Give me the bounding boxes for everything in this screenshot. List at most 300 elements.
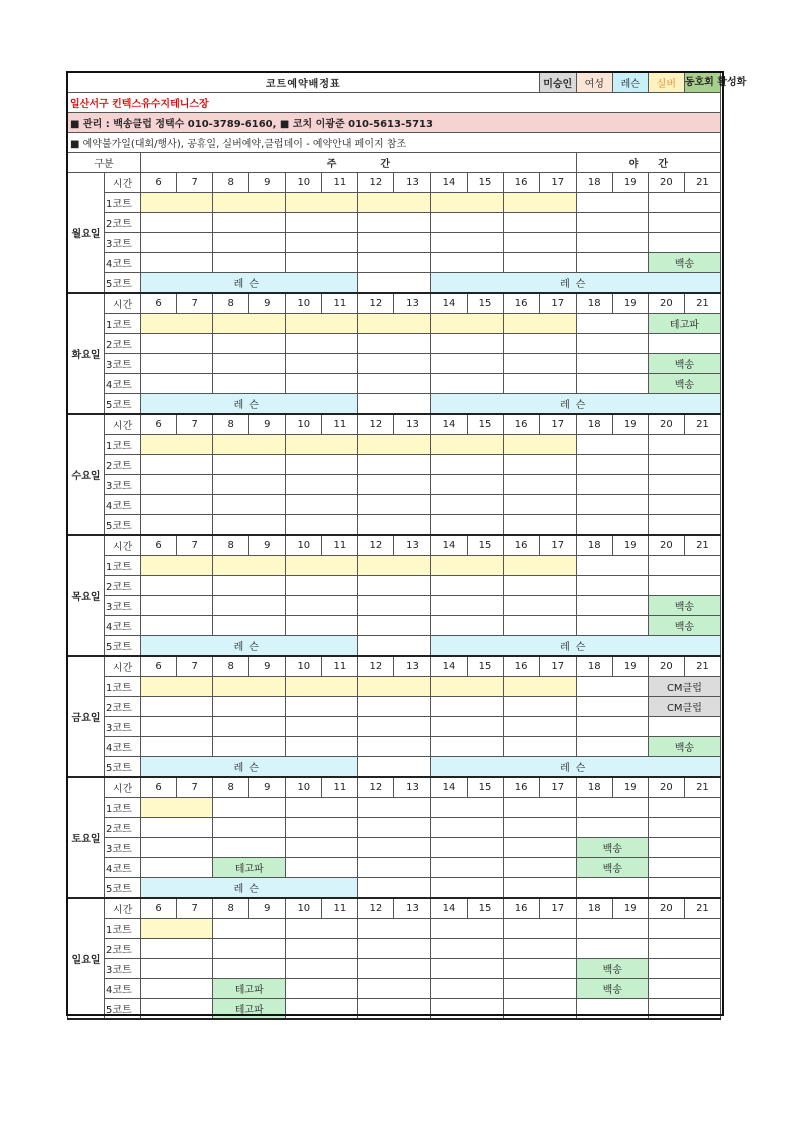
reservation-slot[interactable]: 레슨: [141, 757, 358, 778]
court-row: [68, 636, 721, 657]
time-slot[interactable]: [576, 576, 648, 596]
court-label: 2코트: [105, 697, 141, 717]
reservation-slot[interactable]: 테고파: [213, 999, 286, 1020]
time-slot[interactable]: [648, 979, 720, 999]
time-slot[interactable]: [141, 435, 213, 455]
time-slot[interactable]: [286, 435, 358, 455]
hour-label: 16: [503, 535, 539, 556]
time-slot[interactable]: [286, 818, 358, 838]
time-slot[interactable]: [141, 818, 213, 838]
time-slot[interactable]: [431, 818, 503, 838]
time-slot[interactable]: [286, 556, 358, 576]
time-slot[interactable]: [286, 798, 358, 818]
time-slot[interactable]: [576, 334, 648, 354]
court-label: 5코트: [105, 757, 141, 778]
time-slot[interactable]: [358, 233, 431, 253]
time-slot[interactable]: [576, 515, 648, 536]
time-slot[interactable]: [431, 838, 503, 858]
time-slot[interactable]: [503, 697, 576, 717]
time-slot[interactable]: [141, 717, 213, 737]
schedule-sheet: [67, 72, 747, 1020]
time-slot[interactable]: [213, 616, 286, 636]
time-slot[interactable]: [431, 959, 503, 979]
time-slot[interactable]: [358, 354, 431, 374]
time-slot[interactable]: [286, 959, 358, 979]
reservation-slot[interactable]: 백송: [576, 858, 648, 878]
time-slot[interactable]: [358, 596, 431, 616]
time-slot[interactable]: [503, 596, 576, 616]
reservation-slot[interactable]: 레슨: [431, 394, 721, 415]
time-slot[interactable]: [213, 717, 286, 737]
court-row: [68, 959, 721, 979]
time-slot[interactable]: [503, 435, 576, 455]
time-slot[interactable]: [648, 495, 720, 515]
time-slot[interactable]: [358, 919, 431, 939]
time-slot[interactable]: [576, 314, 648, 334]
court-label: 2코트: [105, 213, 141, 233]
court-row: [68, 374, 721, 394]
time-slot[interactable]: [431, 515, 503, 536]
time-slot[interactable]: [503, 253, 576, 273]
time-slot[interactable]: [358, 273, 431, 294]
time-slot[interactable]: [503, 193, 576, 213]
time-slot[interactable]: [286, 576, 358, 596]
time-slot[interactable]: [141, 737, 213, 757]
reservation-slot[interactable]: 레슨: [141, 273, 358, 294]
time-slot[interactable]: [358, 374, 431, 394]
time-slot[interactable]: [648, 818, 720, 838]
hour-label: 19: [612, 898, 648, 919]
time-slot[interactable]: [286, 475, 358, 495]
time-slot[interactable]: [141, 233, 213, 253]
time-slot[interactable]: [213, 919, 286, 939]
reservation-slot[interactable]: 레슨: [141, 878, 358, 899]
time-slot[interactable]: [213, 314, 286, 334]
time-slot[interactable]: [576, 798, 648, 818]
time-slot[interactable]: [503, 858, 576, 878]
time-slot[interactable]: [431, 475, 503, 495]
time-slot[interactable]: [431, 435, 503, 455]
time-slot[interactable]: [358, 556, 431, 576]
time-slot[interactable]: [576, 354, 648, 374]
time-slot[interactable]: [648, 878, 720, 899]
time-slot[interactable]: [141, 213, 213, 233]
time-slot[interactable]: [503, 233, 576, 253]
time-slot[interactable]: [213, 677, 286, 697]
time-slot[interactable]: [503, 213, 576, 233]
time-slot[interactable]: [213, 233, 286, 253]
time-slot[interactable]: [576, 919, 648, 939]
hour-label: 13: [394, 898, 431, 919]
time-slot[interactable]: [141, 334, 213, 354]
time-slot[interactable]: [286, 677, 358, 697]
time-slot[interactable]: [358, 253, 431, 273]
hour-label: 12: [358, 414, 394, 435]
time-slot[interactable]: [503, 737, 576, 757]
time-slot[interactable]: [286, 495, 358, 515]
hour-label: 7: [177, 293, 213, 314]
time-slot[interactable]: [503, 616, 576, 636]
time-slot[interactable]: [648, 435, 720, 455]
time-slot[interactable]: [213, 737, 286, 757]
time-slot[interactable]: [576, 193, 648, 213]
time-slot[interactable]: [503, 798, 576, 818]
time-slot[interactable]: [576, 435, 648, 455]
reservation-slot[interactable]: 백송: [648, 616, 720, 636]
time-slot[interactable]: [213, 939, 286, 959]
time-slot[interactable]: [648, 233, 720, 253]
hour-label: 21: [684, 173, 720, 193]
time-slot[interactable]: [431, 314, 503, 334]
time-slot[interactable]: [648, 515, 720, 536]
time-slot[interactable]: [648, 717, 720, 737]
time-slot[interactable]: [576, 596, 648, 616]
time-slot[interactable]: [576, 455, 648, 475]
time-slot[interactable]: [286, 919, 358, 939]
time-slot[interactable]: [358, 636, 431, 657]
time-slot[interactable]: [141, 919, 213, 939]
time-slot[interactable]: [576, 677, 648, 697]
time-slot[interactable]: [286, 233, 358, 253]
time-slot[interactable]: [576, 374, 648, 394]
time-slot[interactable]: [358, 757, 431, 778]
time-slot[interactable]: [576, 253, 648, 273]
time-slot[interactable]: [503, 475, 576, 495]
time-slot[interactable]: [431, 334, 503, 354]
court-row: [68, 858, 721, 878]
time-slot[interactable]: [431, 798, 503, 818]
time-slot[interactable]: [431, 858, 503, 878]
time-slot[interactable]: [213, 838, 286, 858]
time-slot[interactable]: [503, 717, 576, 737]
time-slot[interactable]: [431, 213, 503, 233]
time-slot[interactable]: [431, 878, 503, 899]
time-slot[interactable]: [431, 999, 503, 1020]
time-slot[interactable]: [141, 253, 213, 273]
hour-label: 9: [249, 414, 286, 435]
time-slot[interactable]: [358, 798, 431, 818]
time-slot[interactable]: [503, 334, 576, 354]
time-slot[interactable]: [503, 939, 576, 959]
time-slot[interactable]: [648, 576, 720, 596]
time-slot[interactable]: [648, 999, 720, 1020]
time-slot[interactable]: [358, 878, 431, 899]
court-label: 5코트: [105, 515, 141, 536]
time-slot[interactable]: [286, 354, 358, 374]
time-slot[interactable]: [503, 374, 576, 394]
hour-label: 8: [213, 656, 249, 677]
time-slot[interactable]: [213, 959, 286, 979]
time-slot[interactable]: [286, 999, 358, 1020]
reservation-slot[interactable]: 백송: [648, 253, 720, 273]
time-slot[interactable]: [213, 435, 286, 455]
time-slot[interactable]: [141, 979, 213, 999]
time-slot[interactable]: [431, 495, 503, 515]
time-slot[interactable]: [576, 999, 648, 1020]
reservation-slot[interactable]: 백송: [648, 354, 720, 374]
time-slot[interactable]: [141, 798, 213, 818]
time-slot[interactable]: [431, 717, 503, 737]
time-slot[interactable]: [286, 213, 358, 233]
time-slot[interactable]: [213, 193, 286, 213]
hour-label: 13: [394, 173, 431, 193]
hour-label: 7: [177, 414, 213, 435]
time-header-label: 시간: [105, 777, 141, 798]
time-slot[interactable]: [213, 798, 286, 818]
time-slot[interactable]: [503, 979, 576, 999]
time-slot[interactable]: [213, 576, 286, 596]
time-slot[interactable]: [576, 213, 648, 233]
time-slot[interactable]: [431, 193, 503, 213]
time-slot[interactable]: [213, 334, 286, 354]
time-slot[interactable]: [358, 576, 431, 596]
time-slot[interactable]: [286, 838, 358, 858]
reservation-slot[interactable]: 테고파: [213, 858, 286, 878]
time-slot[interactable]: [648, 838, 720, 858]
time-slot[interactable]: [141, 616, 213, 636]
hour-label: 9: [249, 173, 286, 193]
time-slot[interactable]: [576, 556, 648, 576]
time-slot[interactable]: [648, 939, 720, 959]
time-slot[interactable]: [286, 253, 358, 273]
time-slot[interactable]: [286, 334, 358, 354]
reservation-slot[interactable]: 백송: [648, 374, 720, 394]
time-slot[interactable]: [648, 193, 720, 213]
time-slot[interactable]: [358, 515, 431, 536]
time-slot[interactable]: [648, 798, 720, 818]
time-slot[interactable]: [576, 475, 648, 495]
time-slot[interactable]: [141, 677, 213, 697]
time-slot[interactable]: [503, 959, 576, 979]
time-slot[interactable]: [431, 979, 503, 999]
time-slot[interactable]: [431, 919, 503, 939]
time-slot[interactable]: [431, 616, 503, 636]
court-label: 4코트: [105, 495, 141, 515]
time-slot[interactable]: [648, 858, 720, 878]
reservation-slot[interactable]: 테고파: [648, 314, 720, 334]
reservation-slot[interactable]: 백송: [648, 737, 720, 757]
time-slot[interactable]: [503, 677, 576, 697]
time-slot[interactable]: [576, 233, 648, 253]
time-slot[interactable]: [286, 314, 358, 334]
time-slot[interactable]: [213, 515, 286, 536]
time-slot[interactable]: [213, 475, 286, 495]
time-slot[interactable]: [358, 394, 431, 415]
time-slot[interactable]: [358, 999, 431, 1020]
time-slot[interactable]: [213, 213, 286, 233]
time-slot[interactable]: [141, 495, 213, 515]
time-slot[interactable]: [648, 556, 720, 576]
time-slot[interactable]: [576, 495, 648, 515]
time-slot[interactable]: [141, 475, 213, 495]
time-slot[interactable]: [286, 455, 358, 475]
reservation-slot[interactable]: 레슨: [431, 636, 721, 657]
time-slot[interactable]: [431, 596, 503, 616]
time-slot[interactable]: [141, 193, 213, 213]
hour-label: 19: [612, 656, 648, 677]
time-slot[interactable]: [286, 858, 358, 878]
time-slot[interactable]: [286, 697, 358, 717]
time-slot[interactable]: [286, 939, 358, 959]
hour-label: 11: [322, 293, 358, 314]
hour-label: 18: [576, 414, 612, 435]
time-slot[interactable]: [576, 878, 648, 899]
time-slot[interactable]: [141, 314, 213, 334]
time-slot[interactable]: [648, 919, 720, 939]
time-slot[interactable]: [141, 455, 213, 475]
time-slot[interactable]: [358, 314, 431, 334]
time-slot[interactable]: [503, 838, 576, 858]
time-slot[interactable]: [358, 858, 431, 878]
time-slot[interactable]: [503, 919, 576, 939]
time-slot[interactable]: [358, 213, 431, 233]
time-slot[interactable]: [431, 697, 503, 717]
reservation-slot[interactable]: 테고파: [213, 979, 286, 999]
hour-label: 9: [249, 293, 286, 314]
time-slot[interactable]: [141, 858, 213, 878]
time-slot[interactable]: [213, 818, 286, 838]
time-slot[interactable]: [358, 697, 431, 717]
time-slot[interactable]: [431, 677, 503, 697]
time-slot[interactable]: [141, 354, 213, 374]
time-slot[interactable]: [431, 455, 503, 475]
time-slot[interactable]: [141, 838, 213, 858]
time-slot[interactable]: [648, 213, 720, 233]
time-slot[interactable]: [286, 596, 358, 616]
time-slot[interactable]: [213, 596, 286, 616]
time-slot[interactable]: [213, 697, 286, 717]
time-slot[interactable]: [358, 838, 431, 858]
time-slot[interactable]: [358, 677, 431, 697]
time-slot[interactable]: [358, 959, 431, 979]
time-slot[interactable]: [503, 818, 576, 838]
time-slot[interactable]: [503, 556, 576, 576]
time-slot[interactable]: [358, 495, 431, 515]
court-label: 2코트: [105, 939, 141, 959]
time-slot[interactable]: [358, 475, 431, 495]
hour-label: 17: [539, 414, 576, 435]
time-slot[interactable]: [431, 233, 503, 253]
time-slot[interactable]: [141, 576, 213, 596]
time-slot[interactable]: [576, 616, 648, 636]
time-slot[interactable]: [213, 455, 286, 475]
hour-label: 6: [141, 777, 177, 798]
reservation-slot[interactable]: 백송: [576, 979, 648, 999]
time-slot[interactable]: [431, 939, 503, 959]
time-slot[interactable]: [213, 354, 286, 374]
time-slot[interactable]: [213, 495, 286, 515]
time-slot[interactable]: [431, 737, 503, 757]
time-slot[interactable]: [286, 374, 358, 394]
time-slot[interactable]: [648, 959, 720, 979]
time-slot[interactable]: [286, 737, 358, 757]
reservation-slot[interactable]: 레슨: [141, 394, 358, 415]
court-label: 1코트: [105, 193, 141, 213]
time-slot[interactable]: [503, 455, 576, 475]
time-slot[interactable]: [358, 818, 431, 838]
time-slot[interactable]: [141, 374, 213, 394]
time-slot[interactable]: [358, 717, 431, 737]
court-label: 3코트: [105, 475, 141, 495]
time-slot[interactable]: [141, 556, 213, 576]
court-label: 4코트: [105, 979, 141, 999]
time-slot[interactable]: [576, 939, 648, 959]
time-slot[interactable]: [358, 435, 431, 455]
time-slot[interactable]: [286, 979, 358, 999]
reservation-slot[interactable]: 백송: [648, 596, 720, 616]
time-slot[interactable]: [431, 354, 503, 374]
time-slot[interactable]: [213, 556, 286, 576]
time-slot[interactable]: [648, 475, 720, 495]
time-slot[interactable]: [431, 556, 503, 576]
time-slot[interactable]: [141, 939, 213, 959]
time-slot[interactable]: [141, 515, 213, 536]
hour-label: 11: [322, 898, 358, 919]
hour-label: 18: [576, 777, 612, 798]
time-slot[interactable]: [286, 616, 358, 636]
time-slot[interactable]: [286, 515, 358, 536]
hour-label: 17: [539, 777, 576, 798]
time-slot[interactable]: [576, 717, 648, 737]
time-slot[interactable]: [431, 576, 503, 596]
time-slot[interactable]: [648, 334, 720, 354]
reservation-slot[interactable]: 레슨: [431, 757, 721, 778]
reservation-slot[interactable]: 레슨: [431, 273, 721, 294]
time-slot[interactable]: [213, 374, 286, 394]
day-label: 화요일: [68, 293, 105, 414]
time-slot[interactable]: [358, 616, 431, 636]
reservation-slot[interactable]: CM클럽: [648, 697, 720, 717]
court-row: [68, 919, 721, 939]
reservation-slot[interactable]: CM클럽: [648, 677, 720, 697]
time-slot[interactable]: [141, 999, 213, 1020]
hour-label: 15: [467, 293, 503, 314]
time-slot[interactable]: [431, 253, 503, 273]
time-slot[interactable]: [358, 455, 431, 475]
time-slot[interactable]: [503, 515, 576, 536]
reservation-slot[interactable]: 백송: [576, 838, 648, 858]
time-slot[interactable]: [503, 576, 576, 596]
reservation-slot[interactable]: 레슨: [141, 636, 358, 657]
time-slot[interactable]: [503, 314, 576, 334]
time-slot[interactable]: [648, 455, 720, 475]
court-label: 5코트: [105, 878, 141, 899]
time-slot[interactable]: [503, 999, 576, 1020]
time-slot[interactable]: [358, 334, 431, 354]
time-slot[interactable]: [141, 697, 213, 717]
time-slot[interactable]: [503, 495, 576, 515]
time-slot[interactable]: [358, 939, 431, 959]
reservation-slot[interactable]: 백송: [576, 959, 648, 979]
hour-label: 7: [177, 656, 213, 677]
time-slot[interactable]: [503, 354, 576, 374]
time-slot[interactable]: [213, 253, 286, 273]
time-slot[interactable]: [503, 878, 576, 899]
time-slot[interactable]: [141, 596, 213, 616]
hour-label: 21: [684, 535, 720, 556]
time-slot[interactable]: [286, 717, 358, 737]
time-slot[interactable]: [576, 818, 648, 838]
time-slot[interactable]: [358, 979, 431, 999]
time-slot[interactable]: [576, 737, 648, 757]
time-slot[interactable]: [141, 959, 213, 979]
time-slot[interactable]: [358, 737, 431, 757]
time-slot[interactable]: [576, 697, 648, 717]
time-slot[interactable]: [286, 193, 358, 213]
time-slot[interactable]: [431, 374, 503, 394]
hour-label: 11: [322, 173, 358, 193]
time-slot[interactable]: [358, 193, 431, 213]
